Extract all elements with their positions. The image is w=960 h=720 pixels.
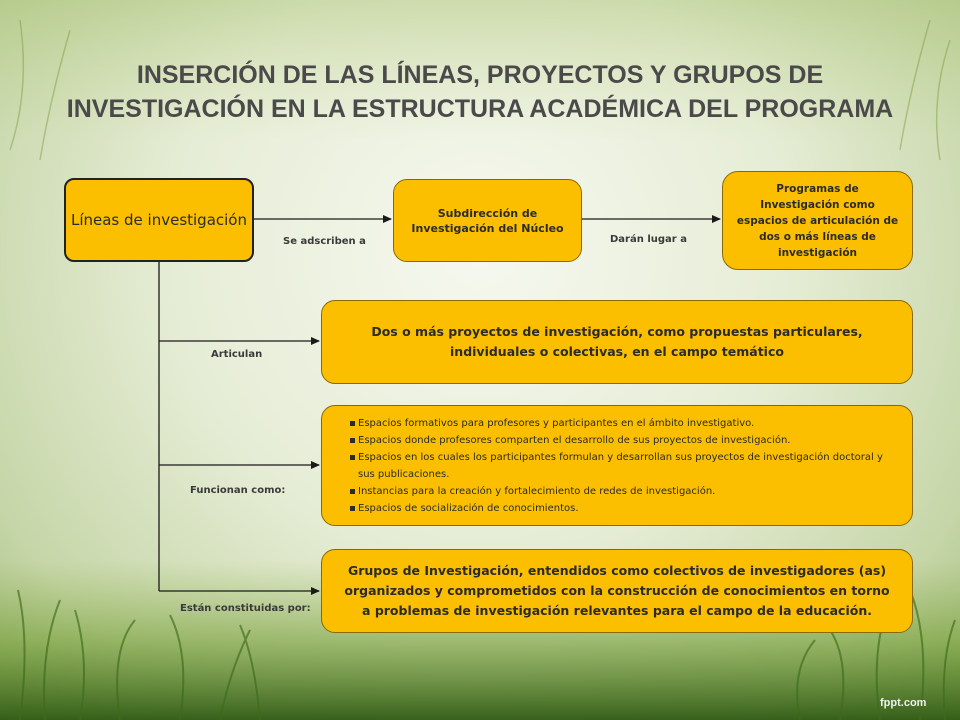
node-programas-label: Programas de Investigación como espacios de articulación de dos o más líneas de investigación bbox=[736, 182, 899, 259]
node-programas bbox=[722, 171, 913, 270]
list-item: Instancias para la creación y fortalecimiento de redes de investigación. bbox=[358, 483, 894, 500]
watermark-logo: fppt.com bbox=[880, 697, 927, 709]
node-proyectos-label: Dos o más proyectos de investigación, como propuestas particulares, individuales o colectivas, en el campo temático bbox=[371, 324, 863, 359]
node-subdireccion bbox=[393, 179, 582, 262]
edge-label-constituidas: Están constituidas por: bbox=[180, 603, 311, 614]
node-lineas-label: Líneas de investigación bbox=[70, 210, 247, 229]
list-item: Espacios de socialización de conocimientos. bbox=[358, 500, 894, 517]
edge-label-funcionan: Funcionan como: bbox=[190, 485, 286, 496]
page-title bbox=[20, 58, 940, 126]
node-espacios bbox=[321, 405, 913, 526]
node-grupos bbox=[321, 549, 913, 633]
node-grupos-label: Grupos de Investigación, entendidos como colectivos de investigadores (as) organizados y comprometidos con la construcción de conocimientos en torno a problemas de investigación relevantes para el campo de la educación. bbox=[344, 563, 890, 618]
list-item: Espacios en los cuales los participantes formulan y desarrollan sus proyectos de investigación doctoral y sus publicaciones. bbox=[358, 449, 894, 483]
title-line-2: INVESTIGACIÓN EN LA ESTRUCTURA ACADÉMICA DEL PROGRAMA bbox=[66, 95, 894, 123]
edge-label-articulan: Articulan bbox=[211, 349, 263, 360]
list-item: Espacios formativos para profesores y participantes en el ámbito investigativo. bbox=[358, 415, 894, 432]
edge-label-se-adscriben: Se adscriben a bbox=[283, 236, 366, 247]
node-subdireccion-label: Subdirección de Investigación del Núcleo bbox=[411, 206, 564, 235]
title-line-1: INSERCIÓN DE LAS LÍNEAS, PROYECTOS Y GRUPOS DE bbox=[136, 61, 824, 89]
edge-label-daran-lugar: Darán lugar a bbox=[610, 234, 687, 245]
node-proyectos bbox=[321, 300, 913, 384]
node-lineas-investigacion bbox=[64, 178, 254, 262]
list-item: Espacios donde profesores comparten el desarrollo de sus proyectos de investigación. bbox=[358, 432, 894, 449]
espacios-list bbox=[358, 415, 894, 517]
